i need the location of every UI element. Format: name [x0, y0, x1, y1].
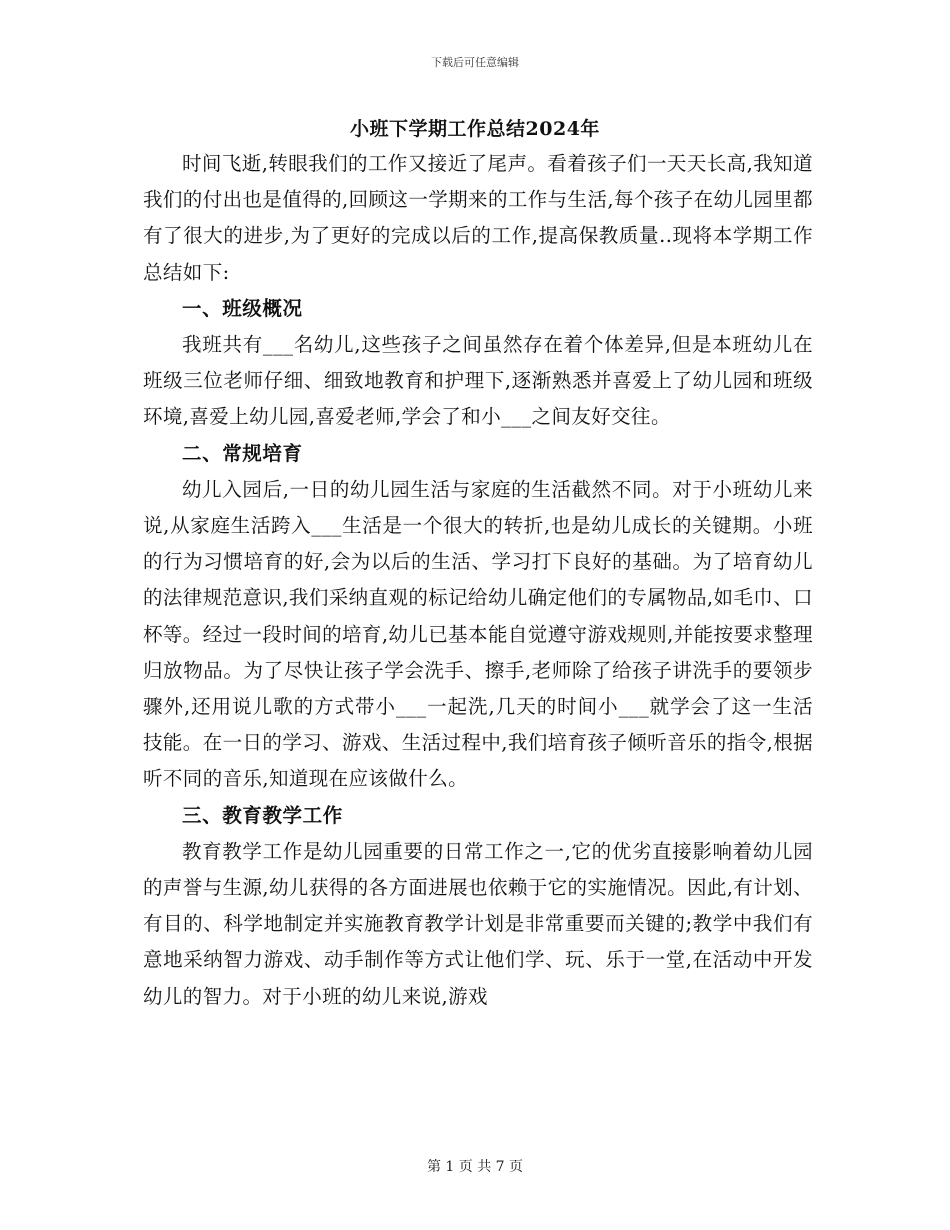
section-body-teaching-work: 教育教学工作是幼儿园重要的日常工作之一,它的优劣直接影响着幼儿园的声誉与生源,幼儿获得的各方面进展也依赖于它的实施情况。因此,有计划、有目的、科学地制定并实施教育教学计划是非常重要而关键的;教学中我们有意地采纳智力游戏、动手制作等方式让他们学、玩、乐于一堂,在活动中开发幼儿的智力。对于小班的幼儿来说,游戏 [143, 839, 813, 1008]
header-note: 下载后可任意编辑 [431, 56, 519, 69]
intro-paragraph: 时间飞逝,转眼我们的工作又接近了尾声。看着孩子们一天天长高,我知道我们的付出也是值得的,回顾这一学期来的工作与生活,每个孩子在幼儿园里都有了很大的进步,为了更好的完成以后的工作,提高保教质量..现将本学期工作总结如下: [143, 152, 813, 284]
document-title: 小班下学期工作总结2024年 [350, 118, 600, 140]
section-body-routine-training: 幼儿入园后,一日的幼儿园生活与家庭的生活截然不同。对于小班幼儿来说,从家庭生活跨入___生活是一个很大的转折,也是幼儿成长的关键期。小班的行为习惯培育的好,会为以后的生活、学习打下良好的基础。为了培育幼儿的法律规范意识,我们采纳直观的标记给幼儿确定他们的专属物品,如毛巾、口杯等。经过一段时间的培育,幼儿已基本能自觉遵守游戏规则,并能按要求整理归放物品。为了尽快让孩子学会洗手、擦手,老师除了给孩子讲洗手的要领步骤外,还用说儿歌的方式带小___一起洗,几天的时间小___就学会了这一生活技能。在一日的学习、游戏、生活过程中,我们培育孩子倾听音乐的指令,根据听不同的音乐,知道现在应该做什么。 [143, 477, 813, 791]
section-heading-teaching-work: 三、教育教学工作 [182, 803, 343, 827]
section-heading-class-overview: 一、班级概况 [182, 296, 303, 320]
section-body-class-overview: 我班共有___名幼儿,这些孩子之间虽然存在着个体差异,但是本班幼儿在班级三位老师仔细、细致地教育和护理下,逐渐熟悉并喜爱上了幼儿园和班级环境,喜爱上幼儿园,喜爱老师,学会了和小___之间友好交往。 [143, 333, 813, 429]
page-number: 第 1 页 共 7 页 [426, 1159, 524, 1175]
document-body [143, 146, 813, 1015]
section-heading-routine-training: 二、常规培育 [182, 441, 303, 465]
